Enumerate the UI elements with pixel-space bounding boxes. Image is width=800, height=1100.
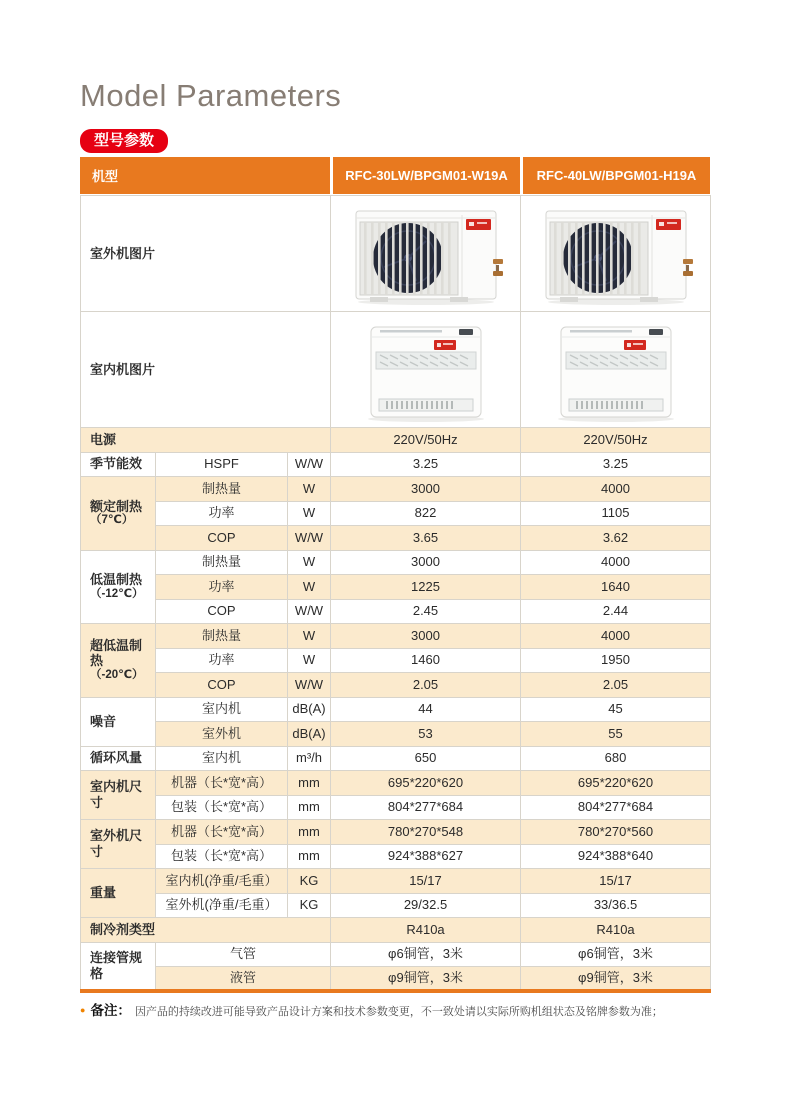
- table-header: [80, 157, 710, 194]
- group-label: 超低温制热: [90, 637, 143, 669]
- sub-label-cell: 制热量: [156, 550, 288, 575]
- sub-label-cell: 室外机(净重/毛重）: [156, 893, 288, 918]
- sub-label-cell: COP: [156, 599, 288, 624]
- sub-label-cell: 机器（长*宽*高）: [156, 820, 288, 845]
- value-cell-model-2: 55: [521, 722, 711, 747]
- spec-row: [81, 893, 711, 918]
- spec-row: [81, 820, 711, 845]
- unit-cell: W: [288, 501, 331, 526]
- group-label-line2: （7℃）: [90, 514, 134, 527]
- group-label-cell: [81, 697, 156, 746]
- unit-cell: mm: [288, 771, 331, 796]
- value-cell-model-1: R410a: [331, 918, 521, 943]
- value-cell-model-2: 1950: [521, 648, 711, 673]
- spec-row: [81, 501, 711, 526]
- sub-label-cell: 功率: [156, 648, 288, 673]
- image-row: [81, 312, 711, 428]
- spec-row: [81, 452, 711, 477]
- outdoor-unit-image: [536, 201, 696, 307]
- header-model-1: RFC-30LW/BPGM01-W19A: [333, 157, 520, 194]
- bullet-icon: ●: [80, 1005, 86, 1015]
- value-cell-model-1: 695*220*620: [331, 771, 521, 796]
- unit-cell: W: [288, 624, 331, 649]
- group-label-cell: [81, 477, 156, 551]
- spec-row: [81, 771, 711, 796]
- value-cell-model-1: 29/32.5: [331, 893, 521, 918]
- spec-row: [81, 624, 711, 649]
- value-cell-model-1: 650: [331, 746, 521, 771]
- spec-row: [81, 648, 711, 673]
- group-label: 电源: [90, 431, 117, 447]
- value-cell-model-2: 924*388*640: [521, 844, 711, 869]
- spec-row: [81, 869, 711, 894]
- spec-row: [81, 428, 711, 453]
- sub-label-cell: 室内机: [156, 746, 288, 771]
- value-cell-model-1: 780*270*548: [331, 820, 521, 845]
- unit-cell: m³/h: [288, 746, 331, 771]
- value-cell-model-1: 3.65: [331, 526, 521, 551]
- value-cell-model-1: 3000: [331, 550, 521, 575]
- group-label-cell: [81, 869, 156, 918]
- value-cell-model-1: 3.25: [331, 452, 521, 477]
- value-cell-model-2: 1105: [521, 501, 711, 526]
- spec-row: [81, 746, 711, 771]
- group-label-cell: [81, 624, 156, 698]
- unit-cell: dB(A): [288, 722, 331, 747]
- spec-row: [81, 526, 711, 551]
- group-label: 重量: [90, 885, 117, 901]
- outdoor-unit-image: [346, 201, 506, 307]
- spec-row: [81, 722, 711, 747]
- value-cell-model-1: 220V/50Hz: [331, 428, 521, 453]
- group-label: 季节能效: [90, 456, 143, 472]
- group-label-cell: [81, 428, 331, 453]
- sub-label-cell: 功率: [156, 575, 288, 600]
- image-row-label: 室内机图片: [81, 312, 331, 428]
- group-label-cell: [81, 942, 156, 991]
- spec-row: [81, 844, 711, 869]
- spec-row: [81, 942, 711, 967]
- unit-cell: W/W: [288, 452, 331, 477]
- value-cell-model-2: 45: [521, 697, 711, 722]
- group-label: 室外机尺寸: [90, 828, 143, 859]
- sub-label-cell: 气管: [156, 942, 331, 967]
- value-cell-model-2: 2.05: [521, 673, 711, 698]
- sub-label-cell: 室内机: [156, 697, 288, 722]
- group-label-cell: [81, 550, 156, 624]
- value-cell-model-2: 804*277*684: [521, 795, 711, 820]
- value-cell-model-1: 1225: [331, 575, 521, 600]
- sub-label-cell: 制热量: [156, 477, 288, 502]
- outdoor-unit-image-cell: [521, 196, 711, 312]
- group-label: 噪音: [90, 713, 117, 729]
- unit-cell: W: [288, 575, 331, 600]
- unit-cell: mm: [288, 844, 331, 869]
- footnote-text: 因产品的持续改进可能导致产品设计方案和技术参数变更，不一致处请以实际所购机组状态及铭牌参数为准；: [134, 1006, 663, 1018]
- sub-label-cell: COP: [156, 673, 288, 698]
- unit-cell: dB(A): [288, 697, 331, 722]
- spec-row: [81, 967, 711, 992]
- spec-row: [81, 673, 711, 698]
- value-cell-model-2: 4000: [521, 550, 711, 575]
- image-row: [81, 196, 711, 312]
- page-title: Model Parameters: [80, 78, 342, 113]
- footnote-label: 备注：: [90, 1003, 131, 1018]
- value-cell-model-1: 924*388*627: [331, 844, 521, 869]
- value-cell-model-2: φ9铜管，3米: [521, 967, 711, 992]
- indoor-unit-image: [546, 315, 686, 425]
- value-cell-model-1: 2.05: [331, 673, 521, 698]
- value-cell-model-2: 695*220*620: [521, 771, 711, 796]
- spec-row: [81, 575, 711, 600]
- group-label-cell: [81, 918, 331, 943]
- spec-row: [81, 795, 711, 820]
- unit-cell: W: [288, 648, 331, 673]
- sub-label-cell: 功率: [156, 501, 288, 526]
- image-row-label: 室外机图片: [81, 196, 331, 312]
- value-cell-model-2: φ6铜管，3米: [521, 942, 711, 967]
- sub-label-cell: 制热量: [156, 624, 288, 649]
- footnote: [80, 999, 720, 1019]
- unit-cell: KG: [288, 869, 331, 894]
- unit-cell: mm: [288, 795, 331, 820]
- value-cell-model-2: 4000: [521, 477, 711, 502]
- unit-cell: KG: [288, 893, 331, 918]
- value-cell-model-2: R410a: [521, 918, 711, 943]
- section-badge: 型号参数: [80, 129, 168, 153]
- value-cell-model-2: 33/36.5: [521, 893, 711, 918]
- sub-label-cell: 包装（长*宽*高）: [156, 795, 288, 820]
- spec-row: [81, 599, 711, 624]
- sub-label-cell: 液管: [156, 967, 331, 992]
- unit-cell: W/W: [288, 599, 331, 624]
- value-cell-model-1: 822: [331, 501, 521, 526]
- group-label-cell: [81, 746, 156, 771]
- value-cell-model-1: 2.45: [331, 599, 521, 624]
- group-label-line2: （-20℃）: [90, 668, 144, 681]
- value-cell-model-1: 3000: [331, 477, 521, 502]
- value-cell-model-2: 3.25: [521, 452, 711, 477]
- value-cell-model-1: 53: [331, 722, 521, 747]
- value-cell-model-2: 680: [521, 746, 711, 771]
- spec-row: [81, 697, 711, 722]
- outdoor-unit-image-cell: [331, 196, 521, 312]
- value-cell-model-2: 220V/50Hz: [521, 428, 711, 453]
- value-cell-model-1: 804*277*684: [331, 795, 521, 820]
- group-label-cell: [81, 820, 156, 869]
- header-model-2: RFC-40LW/BPGM01-H19A: [523, 157, 710, 194]
- value-cell-model-1: 3000: [331, 624, 521, 649]
- group-label: 低温制热: [90, 572, 143, 588]
- sub-label-cell: 机器（长*宽*高）: [156, 771, 288, 796]
- group-label-cell: [81, 452, 156, 477]
- indoor-unit-image: [356, 315, 496, 425]
- unit-cell: W: [288, 477, 331, 502]
- unit-cell: mm: [288, 820, 331, 845]
- indoor-unit-image-cell: [521, 312, 711, 428]
- value-cell-model-2: 15/17: [521, 869, 711, 894]
- spec-row: [81, 550, 711, 575]
- value-cell-model-2: 4000: [521, 624, 711, 649]
- value-cell-model-2: 2.44: [521, 599, 711, 624]
- spec-row: [81, 918, 711, 943]
- sub-label-cell: HSPF: [156, 452, 288, 477]
- group-label: 额定制热: [90, 498, 143, 514]
- value-cell-model-2: 1640: [521, 575, 711, 600]
- spec-table-body: [81, 196, 711, 992]
- group-label: 连接管规格: [90, 950, 143, 981]
- unit-cell: W/W: [288, 526, 331, 551]
- unit-cell: W/W: [288, 673, 331, 698]
- unit-cell: W: [288, 550, 331, 575]
- group-label: 制冷剂类型: [90, 921, 156, 937]
- indoor-unit-image-cell: [331, 312, 521, 428]
- sub-label-cell: 室外机: [156, 722, 288, 747]
- value-cell-model-1: 44: [331, 697, 521, 722]
- value-cell-model-1: φ9铜管，3米: [331, 967, 521, 992]
- group-label: 室内机尺寸: [90, 779, 143, 810]
- header-model-label: 机型: [80, 157, 330, 194]
- sub-label-cell: 室内机(净重/毛重）: [156, 869, 288, 894]
- group-label-cell: [81, 771, 156, 820]
- group-label-line2: （-12℃）: [90, 587, 144, 600]
- value-cell-model-1: 1460: [331, 648, 521, 673]
- spec-table: [80, 195, 711, 993]
- value-cell-model-1: 15/17: [331, 869, 521, 894]
- sub-label-cell: 包装（长*宽*高）: [156, 844, 288, 869]
- sub-label-cell: COP: [156, 526, 288, 551]
- value-cell-model-2: 3.62: [521, 526, 711, 551]
- group-label: 循环风量: [90, 750, 143, 766]
- value-cell-model-1: φ6铜管，3米: [331, 942, 521, 967]
- spec-row: [81, 477, 711, 502]
- value-cell-model-2: 780*270*560: [521, 820, 711, 845]
